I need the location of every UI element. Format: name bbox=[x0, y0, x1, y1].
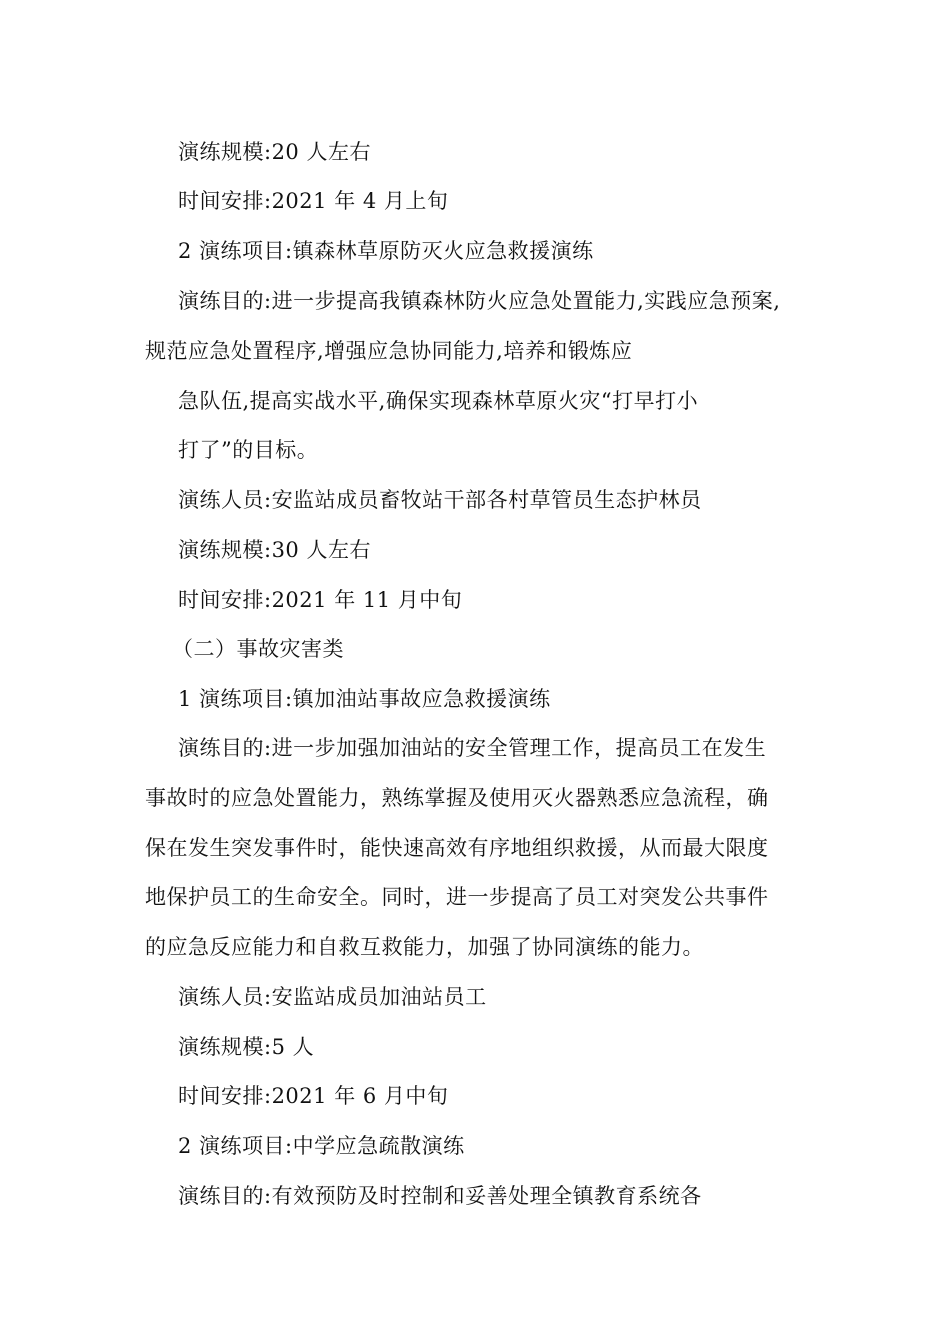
drill-purpose-continued: 急队伍,提高实战水平,确保实现森林草原火灾“打早打小 bbox=[178, 389, 699, 413]
drill-purpose-line: 演练目的:进一步加强加油站的安全管理工作，提高员工在发生 bbox=[178, 736, 767, 760]
drill-project-heading: 2 演练项目:镇森林草原防灭火应急救援演练 bbox=[178, 239, 594, 263]
drill-project-heading: 2 演练项目:中学应急疏散演练 bbox=[178, 1134, 465, 1158]
drill-purpose-continued: 的应急反应能力和自救互救能力，加强了协同演练的能力。 bbox=[145, 935, 704, 959]
drill-purpose-line: 演练目的:进一步提高我镇森林防火应急处置能力,实践应急预案, bbox=[178, 289, 781, 313]
drill-purpose-continued: 地保护员工的生命安全。同时，进一步提高了员工对突发公共事件 bbox=[145, 885, 769, 909]
drill-scale-line: 演练规模:5 人 bbox=[178, 1035, 315, 1059]
drill-project-heading: 1 演练项目:镇加油站事故应急救援演练 bbox=[178, 687, 551, 711]
drill-personnel-line: 演练人员:安监站成员畜牧站干部各村草管员生态护林员 bbox=[178, 488, 702, 512]
drill-schedule-line: 时间安排:2021 年 4 月上旬 bbox=[178, 189, 449, 213]
drill-purpose-continued: 事故时的应急处置能力，熟练掌握及使用灭火器熟悉应急流程，确 bbox=[145, 786, 769, 810]
drill-schedule-line: 时间安排:2021 年 6 月中旬 bbox=[178, 1084, 449, 1108]
drill-purpose-continued: 保在发生突发事件时，能快速高效有序地组织救援，从而最大限度 bbox=[145, 836, 769, 860]
drill-purpose-continued: 规范应急处置程序,增强应急协同能力,培养和锻炼应 bbox=[145, 339, 633, 363]
drill-personnel-line: 演练人员:安监站成员加油站员工 bbox=[178, 985, 487, 1009]
section-heading: （二）事故灾害类 bbox=[172, 637, 344, 661]
drill-scale-line: 演练规模:20 人左右 bbox=[178, 140, 371, 164]
drill-purpose-line: 演练目的:有效预防及时控制和妥善处理全镇教育系统各 bbox=[178, 1184, 702, 1208]
drill-schedule-line: 时间安排:2021 年 11 月中旬 bbox=[178, 588, 463, 612]
drill-purpose-continued: 打了”的目标。 bbox=[178, 438, 319, 462]
drill-scale-line: 演练规模:30 人左右 bbox=[178, 538, 371, 562]
